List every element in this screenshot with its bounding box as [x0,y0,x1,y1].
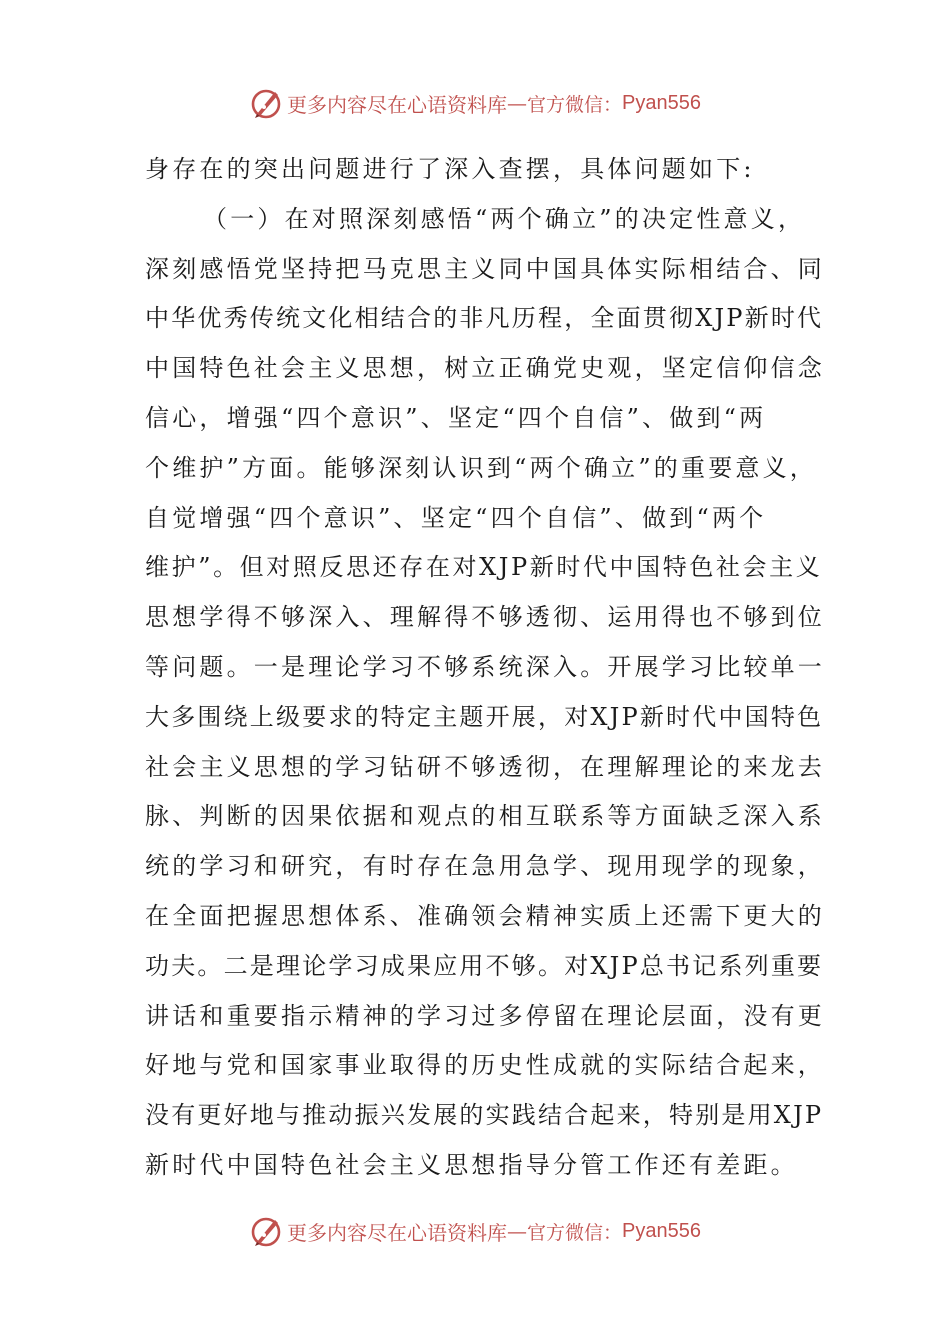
footer-banner [0,1211,950,1251]
text-line: 自觉增强“四个意识”、坚定“四个自信”、做到“两个 [145,503,767,532]
text-line: 统的学习和研究，有时存在急用急学、现用现学的现象， [145,852,825,881]
text-line: 中华优秀传统文化相结合的非凡历程，全面贯彻XJP新时代 [145,304,824,333]
banner-site-text: 更多内容尽在心语资料库 [287,92,507,117]
text-line: （一）在对照深刻感悟“两个确立”的决定性意义， [203,204,806,233]
banner-wechat-id: Pyan556 [622,91,701,114]
pen-logo-icon [249,1214,283,1248]
text-line: 中国特色社会主义思想，树立正确党史观，坚定信仰信念 [145,354,825,383]
text-line: 大多围绕上级要求的特定主题开展，对XJP新时代中国特色 [145,702,824,731]
pen-logo-icon [249,86,283,120]
text-line: 没有更好地与推动振兴发展的实践结合起来，特别是用XJP [145,1101,824,1130]
document-body [145,145,825,1191]
header-banner [0,83,950,123]
text-line: 身存在的突出问题进行了深入查摆，具体问题如下: [145,155,755,183]
banner-wechat-label: 官方微信： [527,1221,623,1244]
text-line: 脉、判断的因果依据和观点的相互联系等方面缺乏深入系 [145,802,825,831]
banner-site-text: 更多内容尽在心语资料库 [287,1220,507,1245]
text-line: 社会主义思想的学习钻研不够透彻，在理解理论的来龙去 [145,752,825,781]
text-line: 个维护”方面。能够深刻认识到“两个确立”的重要意义， [145,453,818,482]
text-line: 信心，增强“四个意识”、坚定“四个自信”、做到“两 [145,403,767,432]
banner-dash: — [507,91,527,115]
text-line: 好地与党和国家事业取得的历史性成就的实际结合起来， [145,1051,825,1080]
text-line: 维护”。但对照反思还存在对XJP新时代中国特色社会主义 [145,553,823,582]
banner-dash: — [507,1219,527,1243]
text-line: 深刻感悟党坚持把马克思主义同中国具体实际相结合、同 [145,254,825,283]
text-line: 在全面把握思想体系、准确领会精神实质上还需下更大的 [145,901,825,930]
text-line: 功夫。二是理论学习成果应用不够。对XJP总书记系列重要 [145,951,824,980]
text-line: 讲话和重要指示精神的学习过多停留在理论层面，没有更 [145,1001,825,1030]
banner-wechat-label: 官方微信： [527,93,623,116]
text-line: 思想学得不够深入、理解得不够透彻、运用得也不够到位 [145,603,825,632]
text-line: 新时代中国特色社会主义思想指导分管工作还有差距。 [145,1150,798,1179]
text-line: 等问题。一是理论学习不够系统深入。开展学习比较单一 [145,652,825,681]
banner-wechat-id: Pyan556 [622,1219,701,1242]
